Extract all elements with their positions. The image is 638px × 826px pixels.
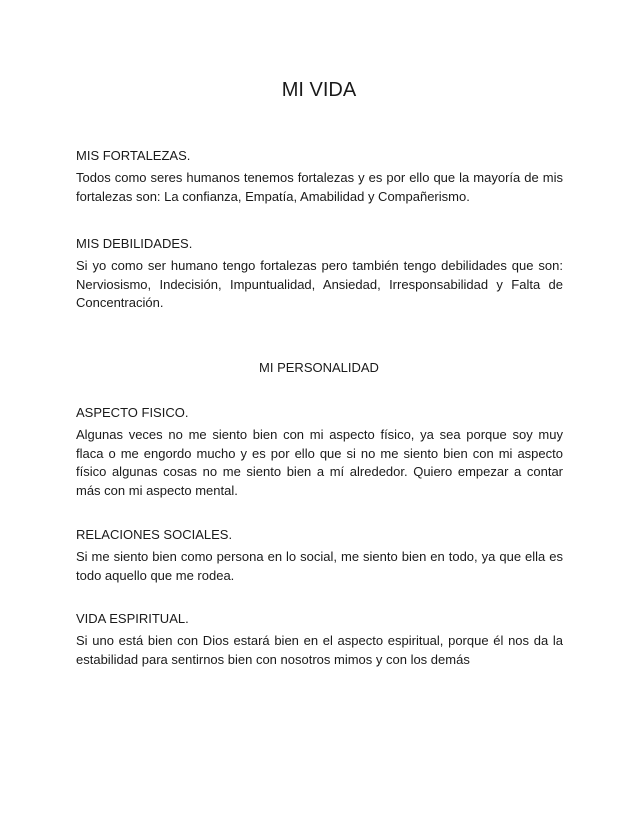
section-heading: MIS DEBILIDADES. xyxy=(76,236,193,251)
page-title: MI VIDA xyxy=(281,79,357,101)
section-aspecto-fisico xyxy=(76,405,563,500)
section-paragraph: Si me siento bien como persona en lo social, me siento bien en todo, ya que ella es todo aquello que me rodea. xyxy=(76,549,563,583)
section-debilidades xyxy=(76,236,563,313)
section-fortalezas xyxy=(76,148,563,206)
section-heading: RELACIONES SOCIALES. xyxy=(76,527,233,542)
section-vida-espiritual xyxy=(76,611,563,669)
section-paragraph: Algunas veces no me siento bien con mi aspecto físico, ya sea porque soy muy flaca o me engordo mucho y es por ello que si no me siento bien con mi aspecto físico algunas cosas no me siento bien a mí alrededor. Quiero empezar a contar más con mi aspecto mental. xyxy=(76,427,563,498)
section-paragraph: Si yo como ser humano tengo fortalezas pero también tengo debilidades que son: Nerviosismo, Indecisión, Impuntualidad, Ansiedad, Irresponsabilidad y Falta de Concentración. xyxy=(76,258,563,310)
section-heading: VIDA ESPIRITUAL. xyxy=(76,611,189,626)
section-paragraph: Si uno está bien con Dios estará bien en el aspecto espiritual, porque él nos da la estabilidad para sentirnos bien con nosotros mimos y con los demás xyxy=(76,633,563,667)
section-heading: MIS FORTALEZAS. xyxy=(76,148,191,163)
section-heading: ASPECTO FISICO. xyxy=(76,405,189,420)
section-subtitle: MI PERSONALIDAD xyxy=(259,360,379,375)
section-paragraph: Todos como seres humanos tenemos fortalezas y es por ello que la mayoría de mis fortalezas son: La confianza, Empatía, Amabilidad y Compañerismo. xyxy=(76,170,563,204)
section-relaciones-sociales xyxy=(76,527,563,585)
